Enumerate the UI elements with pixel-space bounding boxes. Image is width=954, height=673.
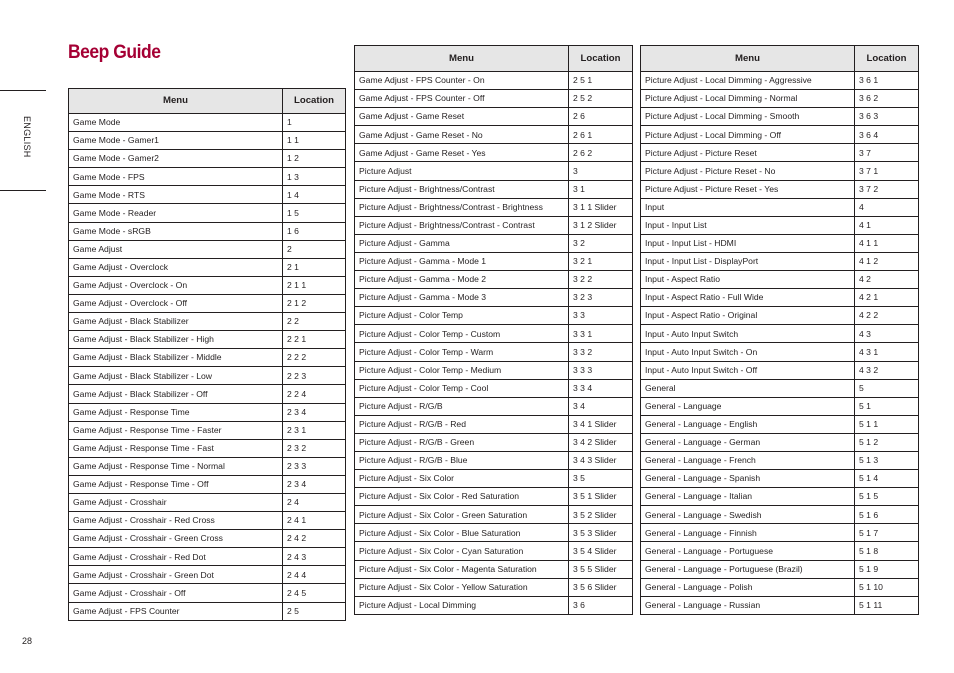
menu-cell: Game Adjust - Crosshair - Green Dot bbox=[69, 566, 283, 584]
location-cell: 4 1 2 bbox=[855, 252, 919, 270]
table-row bbox=[69, 240, 346, 258]
table-row bbox=[69, 403, 346, 421]
table-row bbox=[641, 379, 919, 397]
table-row bbox=[641, 90, 919, 108]
table-header-row bbox=[69, 89, 346, 114]
location-cell: 3 2 2 bbox=[569, 271, 633, 289]
menu-cell: Game Mode - Gamer2 bbox=[69, 150, 283, 168]
location-column-header: Location bbox=[283, 89, 346, 114]
location-cell: 2 4 bbox=[283, 493, 346, 511]
table-row bbox=[355, 451, 633, 469]
location-cell: 2 2 2 bbox=[283, 349, 346, 367]
menu-cell: Game Adjust - FPS Counter - Off bbox=[355, 90, 569, 108]
table-row bbox=[355, 162, 633, 180]
location-cell: 3 3 3 bbox=[569, 361, 633, 379]
menu-cell: General - Language - Russian bbox=[641, 596, 855, 614]
table-row bbox=[69, 313, 346, 331]
location-cell: 2 1 1 bbox=[283, 276, 346, 294]
table-row bbox=[69, 566, 346, 584]
table-row bbox=[641, 108, 919, 126]
table-row bbox=[355, 126, 633, 144]
table-row bbox=[355, 578, 633, 596]
location-cell: 2 6 bbox=[569, 108, 633, 126]
table-row bbox=[69, 530, 346, 548]
table-row bbox=[355, 596, 633, 614]
menu-cell: Game Adjust - Game Reset - No bbox=[355, 126, 569, 144]
location-cell: 3 5 1 Slider bbox=[569, 488, 633, 506]
table-row bbox=[641, 307, 919, 325]
menu-cell: Game Adjust - FPS Counter bbox=[69, 602, 283, 620]
menu-cell: Picture Adjust - R/G/B - Red bbox=[355, 415, 569, 433]
menu-cell: Picture Adjust - Local Dimming - Smooth bbox=[641, 108, 855, 126]
location-cell: 3 4 bbox=[569, 397, 633, 415]
menu-cell: Picture Adjust - Picture Reset - No bbox=[641, 162, 855, 180]
table-row bbox=[641, 72, 919, 90]
table-row bbox=[69, 548, 346, 566]
menu-cell: Picture Adjust - Six Color - Magenta Saturation bbox=[355, 560, 569, 578]
table-row bbox=[355, 144, 633, 162]
menu-cell: General - Language - French bbox=[641, 451, 855, 469]
location-cell: 3 5 3 Slider bbox=[569, 524, 633, 542]
location-cell: 3 3 2 bbox=[569, 343, 633, 361]
menu-cell: Game Mode - RTS bbox=[69, 186, 283, 204]
table-row bbox=[355, 433, 633, 451]
table-row bbox=[641, 180, 919, 198]
menu-cell: Game Adjust bbox=[69, 240, 283, 258]
table-row bbox=[641, 343, 919, 361]
table-row bbox=[355, 560, 633, 578]
location-cell: 3 2 bbox=[569, 234, 633, 252]
menu-cell: Input - Aspect Ratio bbox=[641, 271, 855, 289]
side-divider-bottom bbox=[0, 190, 46, 191]
location-cell: 3 4 2 Slider bbox=[569, 433, 633, 451]
table-row bbox=[641, 162, 919, 180]
menu-cell: Picture Adjust - Six Color - Cyan Saturation bbox=[355, 542, 569, 560]
location-cell: 4 3 bbox=[855, 325, 919, 343]
table-row bbox=[355, 252, 633, 270]
menu-cell: Input - Auto Input Switch - Off bbox=[641, 361, 855, 379]
menu-cell: Picture Adjust bbox=[355, 162, 569, 180]
location-cell: 3 1 1 Slider bbox=[569, 198, 633, 216]
table-row bbox=[355, 470, 633, 488]
beep-guide-table-1 bbox=[68, 88, 346, 621]
table-row bbox=[355, 90, 633, 108]
menu-cell: General bbox=[641, 379, 855, 397]
side-divider-top bbox=[0, 90, 46, 91]
menu-cell: Game Adjust - Crosshair - Green Cross bbox=[69, 530, 283, 548]
menu-cell: Input - Auto Input Switch bbox=[641, 325, 855, 343]
menu-cell: Picture Adjust - Picture Reset bbox=[641, 144, 855, 162]
menu-cell: Game Adjust - Crosshair - Off bbox=[69, 584, 283, 602]
menu-cell: Picture Adjust - Color Temp - Medium bbox=[355, 361, 569, 379]
menu-cell: Game Adjust - Response Time - Off bbox=[69, 475, 283, 493]
menu-cell: Picture Adjust - Local Dimming - Aggressive bbox=[641, 72, 855, 90]
menu-column-header: Menu bbox=[69, 89, 283, 114]
menu-cell: Picture Adjust - R/G/B bbox=[355, 397, 569, 415]
menu-cell: Input - Input List bbox=[641, 216, 855, 234]
table-row bbox=[355, 271, 633, 289]
menu-column-header: Menu bbox=[355, 46, 569, 72]
table-row bbox=[355, 415, 633, 433]
location-column-header: Location bbox=[569, 46, 633, 72]
location-cell: 2 2 1 bbox=[283, 331, 346, 349]
table-row bbox=[355, 397, 633, 415]
menu-cell: Game Adjust - Response Time - Faster bbox=[69, 421, 283, 439]
table-row bbox=[69, 168, 346, 186]
table-row bbox=[355, 524, 633, 542]
table-row bbox=[641, 397, 919, 415]
location-cell: 3 6 bbox=[569, 596, 633, 614]
location-cell: 2 1 bbox=[283, 258, 346, 276]
table-row bbox=[355, 542, 633, 560]
location-cell: 3 5 2 Slider bbox=[569, 506, 633, 524]
table-row bbox=[69, 222, 346, 240]
location-cell: 2 bbox=[283, 240, 346, 258]
menu-cell: Picture Adjust - Color Temp - Warm bbox=[355, 343, 569, 361]
menu-cell: Game Mode - FPS bbox=[69, 168, 283, 186]
table-row bbox=[641, 578, 919, 596]
table-row bbox=[69, 475, 346, 493]
location-cell: 3 3 1 bbox=[569, 325, 633, 343]
menu-cell: Game Adjust - Overclock - Off bbox=[69, 294, 283, 312]
location-cell: 5 1 7 bbox=[855, 524, 919, 542]
table-row bbox=[355, 180, 633, 198]
table-row bbox=[641, 451, 919, 469]
location-cell: 3 5 4 Slider bbox=[569, 542, 633, 560]
location-cell: 2 4 4 bbox=[283, 566, 346, 584]
location-cell: 3 1 bbox=[569, 180, 633, 198]
menu-cell: Input - Auto Input Switch - On bbox=[641, 343, 855, 361]
table-row bbox=[641, 524, 919, 542]
location-cell: 1 5 bbox=[283, 204, 346, 222]
menu-cell: General - Language - Spanish bbox=[641, 470, 855, 488]
location-cell: 3 3 bbox=[569, 307, 633, 325]
location-cell: 2 2 bbox=[283, 313, 346, 331]
table-row bbox=[641, 596, 919, 614]
location-cell: 2 4 1 bbox=[283, 512, 346, 530]
menu-cell: Picture Adjust - Picture Reset - Yes bbox=[641, 180, 855, 198]
location-cell: 2 6 1 bbox=[569, 126, 633, 144]
menu-cell: Game Adjust - Response Time - Fast bbox=[69, 439, 283, 457]
location-cell: 1 1 bbox=[283, 132, 346, 150]
table-row bbox=[641, 361, 919, 379]
table-row bbox=[355, 488, 633, 506]
menu-cell: Picture Adjust - Color Temp - Custom bbox=[355, 325, 569, 343]
location-cell: 1 bbox=[283, 114, 346, 132]
menu-cell: Input - Input List - DisplayPort bbox=[641, 252, 855, 270]
menu-cell: Picture Adjust - Gamma - Mode 3 bbox=[355, 289, 569, 307]
location-cell: 3 4 3 Slider bbox=[569, 451, 633, 469]
location-cell: 1 3 bbox=[283, 168, 346, 186]
table-row bbox=[641, 126, 919, 144]
menu-cell: Game Adjust - Black Stabilizer - High bbox=[69, 331, 283, 349]
table-row bbox=[641, 289, 919, 307]
menu-cell: Game Mode - sRGB bbox=[69, 222, 283, 240]
table-row bbox=[69, 331, 346, 349]
table-row bbox=[69, 512, 346, 530]
location-cell: 5 1 2 bbox=[855, 433, 919, 451]
menu-cell: Picture Adjust - R/G/B - Green bbox=[355, 433, 569, 451]
table-row bbox=[355, 216, 633, 234]
menu-cell: Game Adjust - Black Stabilizer - Low bbox=[69, 367, 283, 385]
location-cell: 3 5 bbox=[569, 470, 633, 488]
location-cell: 3 7 bbox=[855, 144, 919, 162]
table-row bbox=[69, 349, 346, 367]
table-header-row bbox=[641, 46, 919, 72]
table-row bbox=[355, 325, 633, 343]
table-row bbox=[69, 457, 346, 475]
table-row bbox=[355, 198, 633, 216]
table-row bbox=[641, 252, 919, 270]
table-row bbox=[641, 470, 919, 488]
table-row bbox=[69, 294, 346, 312]
table-row bbox=[69, 276, 346, 294]
table-row bbox=[641, 234, 919, 252]
location-cell: 5 1 11 bbox=[855, 596, 919, 614]
location-cell: 4 3 2 bbox=[855, 361, 919, 379]
table-row bbox=[355, 506, 633, 524]
location-cell: 2 3 4 bbox=[283, 403, 346, 421]
menu-cell: Game Adjust - Game Reset - Yes bbox=[355, 144, 569, 162]
location-cell: 2 5 bbox=[283, 602, 346, 620]
table-row bbox=[69, 493, 346, 511]
menu-cell: Picture Adjust - Local Dimming - Normal bbox=[641, 90, 855, 108]
table-row bbox=[641, 198, 919, 216]
location-cell: 2 4 2 bbox=[283, 530, 346, 548]
location-cell: 4 2 bbox=[855, 271, 919, 289]
menu-cell: Game Adjust - Overclock bbox=[69, 258, 283, 276]
table-row bbox=[355, 234, 633, 252]
location-cell: 2 4 5 bbox=[283, 584, 346, 602]
table-row bbox=[355, 72, 633, 90]
table-row bbox=[69, 186, 346, 204]
menu-cell: Picture Adjust - Gamma - Mode 2 bbox=[355, 271, 569, 289]
location-cell: 1 6 bbox=[283, 222, 346, 240]
location-cell: 3 6 1 bbox=[855, 72, 919, 90]
table-row bbox=[69, 385, 346, 403]
location-cell: 3 6 3 bbox=[855, 108, 919, 126]
location-cell: 5 1 9 bbox=[855, 560, 919, 578]
beep-guide-table-2 bbox=[354, 45, 633, 615]
table-row bbox=[69, 258, 346, 276]
menu-cell: Picture Adjust - Six Color - Yellow Saturation bbox=[355, 578, 569, 596]
table-row bbox=[641, 216, 919, 234]
menu-cell: Picture Adjust - Brightness/Contrast - Contrast bbox=[355, 216, 569, 234]
menu-cell: Game Adjust - Crosshair - Red Cross bbox=[69, 512, 283, 530]
menu-cell: General - Language - Italian bbox=[641, 488, 855, 506]
location-cell: 4 3 1 bbox=[855, 343, 919, 361]
location-cell: 5 1 4 bbox=[855, 470, 919, 488]
table-row bbox=[641, 271, 919, 289]
location-cell: 2 2 3 bbox=[283, 367, 346, 385]
menu-cell: Picture Adjust - Color Temp - Cool bbox=[355, 379, 569, 397]
menu-cell: General - Language - Portuguese bbox=[641, 542, 855, 560]
location-cell: 3 6 2 bbox=[855, 90, 919, 108]
menu-cell: Input - Aspect Ratio - Full Wide bbox=[641, 289, 855, 307]
table-header-row bbox=[355, 46, 633, 72]
location-cell: 2 4 3 bbox=[283, 548, 346, 566]
menu-cell: Picture Adjust - Six Color - Green Saturation bbox=[355, 506, 569, 524]
location-cell: 2 6 2 bbox=[569, 144, 633, 162]
menu-cell: Game Adjust - Crosshair bbox=[69, 493, 283, 511]
location-cell: 3 6 4 bbox=[855, 126, 919, 144]
location-cell: 5 1 5 bbox=[855, 488, 919, 506]
menu-cell: Game Adjust - Game Reset bbox=[355, 108, 569, 126]
location-cell: 1 4 bbox=[283, 186, 346, 204]
location-column-header: Location bbox=[855, 46, 919, 72]
menu-cell: General - Language - Finnish bbox=[641, 524, 855, 542]
location-cell: 3 2 3 bbox=[569, 289, 633, 307]
menu-cell: Picture Adjust - Gamma - Mode 1 bbox=[355, 252, 569, 270]
menu-cell: Picture Adjust - Six Color bbox=[355, 470, 569, 488]
location-cell: 5 1 3 bbox=[855, 451, 919, 469]
menu-cell: General - Language - Swedish bbox=[641, 506, 855, 524]
location-cell: 3 4 1 Slider bbox=[569, 415, 633, 433]
menu-cell: General - Language - English bbox=[641, 415, 855, 433]
menu-cell: Input bbox=[641, 198, 855, 216]
location-cell: 4 2 1 bbox=[855, 289, 919, 307]
menu-column-header: Menu bbox=[641, 46, 855, 72]
menu-cell: Game Adjust - Black Stabilizer - Middle bbox=[69, 349, 283, 367]
menu-cell: General - Language - German bbox=[641, 433, 855, 451]
menu-cell: Game Adjust - Crosshair - Red Dot bbox=[69, 548, 283, 566]
table-row bbox=[641, 488, 919, 506]
location-cell: 1 2 bbox=[283, 150, 346, 168]
location-cell: 3 3 4 bbox=[569, 379, 633, 397]
table-row bbox=[641, 542, 919, 560]
table-row bbox=[69, 421, 346, 439]
location-cell: 5 1 8 bbox=[855, 542, 919, 560]
page-title: Beep Guide bbox=[68, 42, 161, 63]
menu-cell: Game Mode - Gamer1 bbox=[69, 132, 283, 150]
menu-cell: Picture Adjust - Brightness/Contrast bbox=[355, 180, 569, 198]
menu-cell: Input - Aspect Ratio - Original bbox=[641, 307, 855, 325]
location-cell: 3 5 5 Slider bbox=[569, 560, 633, 578]
menu-cell: Picture Adjust - Local Dimming - Off bbox=[641, 126, 855, 144]
table-row bbox=[69, 114, 346, 132]
menu-cell: Picture Adjust - Gamma bbox=[355, 234, 569, 252]
table-row bbox=[355, 289, 633, 307]
table-row bbox=[355, 361, 633, 379]
menu-cell: Picture Adjust - Six Color - Blue Saturation bbox=[355, 524, 569, 542]
location-cell: 5 1 10 bbox=[855, 578, 919, 596]
location-cell: 5 1 6 bbox=[855, 506, 919, 524]
menu-cell: Game Adjust - FPS Counter - On bbox=[355, 72, 569, 90]
table-row bbox=[69, 150, 346, 168]
table-row bbox=[355, 379, 633, 397]
menu-cell: General - Language - Polish bbox=[641, 578, 855, 596]
table-row bbox=[69, 584, 346, 602]
table-row bbox=[69, 204, 346, 222]
menu-cell: Game Adjust - Overclock - On bbox=[69, 276, 283, 294]
location-cell: 4 2 2 bbox=[855, 307, 919, 325]
table-row bbox=[641, 433, 919, 451]
location-cell: 2 3 3 bbox=[283, 457, 346, 475]
location-cell: 2 2 4 bbox=[283, 385, 346, 403]
menu-cell: Picture Adjust - Six Color - Red Saturation bbox=[355, 488, 569, 506]
beep-guide-table-3 bbox=[640, 45, 919, 615]
location-cell: 2 3 2 bbox=[283, 439, 346, 457]
location-cell: 4 bbox=[855, 198, 919, 216]
table-row bbox=[69, 367, 346, 385]
table-row bbox=[355, 343, 633, 361]
table-row bbox=[69, 132, 346, 150]
table-row bbox=[641, 144, 919, 162]
menu-cell: Game Mode - Reader bbox=[69, 204, 283, 222]
menu-cell: Game Adjust - Response Time bbox=[69, 403, 283, 421]
location-cell: 5 1 1 bbox=[855, 415, 919, 433]
location-cell: 2 3 1 bbox=[283, 421, 346, 439]
menu-cell: Picture Adjust - Color Temp bbox=[355, 307, 569, 325]
menu-cell: Picture Adjust - R/G/B - Blue bbox=[355, 451, 569, 469]
page-number: 28 bbox=[22, 636, 33, 646]
location-cell: 3 1 2 Slider bbox=[569, 216, 633, 234]
menu-cell: General - Language - Portuguese (Brazil) bbox=[641, 560, 855, 578]
location-cell: 4 1 1 bbox=[855, 234, 919, 252]
menu-cell: Game Mode bbox=[69, 114, 283, 132]
menu-cell: Game Adjust - Black Stabilizer - Off bbox=[69, 385, 283, 403]
location-cell: 5 1 bbox=[855, 397, 919, 415]
location-cell: 3 5 6 Slider bbox=[569, 578, 633, 596]
table-row bbox=[355, 108, 633, 126]
menu-cell: Game Adjust - Response Time - Normal bbox=[69, 457, 283, 475]
location-cell: 2 5 1 bbox=[569, 72, 633, 90]
location-cell: 2 5 2 bbox=[569, 90, 633, 108]
location-cell: 4 1 bbox=[855, 216, 919, 234]
language-side-label: ENGLISH bbox=[22, 116, 32, 158]
menu-cell: Picture Adjust - Local Dimming bbox=[355, 596, 569, 614]
table-row bbox=[641, 560, 919, 578]
location-cell: 5 bbox=[855, 379, 919, 397]
table-row bbox=[69, 439, 346, 457]
table-row bbox=[69, 602, 346, 620]
table-row bbox=[641, 506, 919, 524]
table-row bbox=[641, 325, 919, 343]
menu-cell: Game Adjust - Black Stabilizer bbox=[69, 313, 283, 331]
menu-cell: Picture Adjust - Brightness/Contrast - Brightness bbox=[355, 198, 569, 216]
location-cell: 3 2 1 bbox=[569, 252, 633, 270]
menu-cell: General - Language bbox=[641, 397, 855, 415]
location-cell: 3 bbox=[569, 162, 633, 180]
table-row bbox=[355, 307, 633, 325]
location-cell: 2 1 2 bbox=[283, 294, 346, 312]
location-cell: 3 7 2 bbox=[855, 180, 919, 198]
table-row bbox=[641, 415, 919, 433]
menu-cell: Input - Input List - HDMI bbox=[641, 234, 855, 252]
location-cell: 2 3 4 bbox=[283, 475, 346, 493]
location-cell: 3 7 1 bbox=[855, 162, 919, 180]
